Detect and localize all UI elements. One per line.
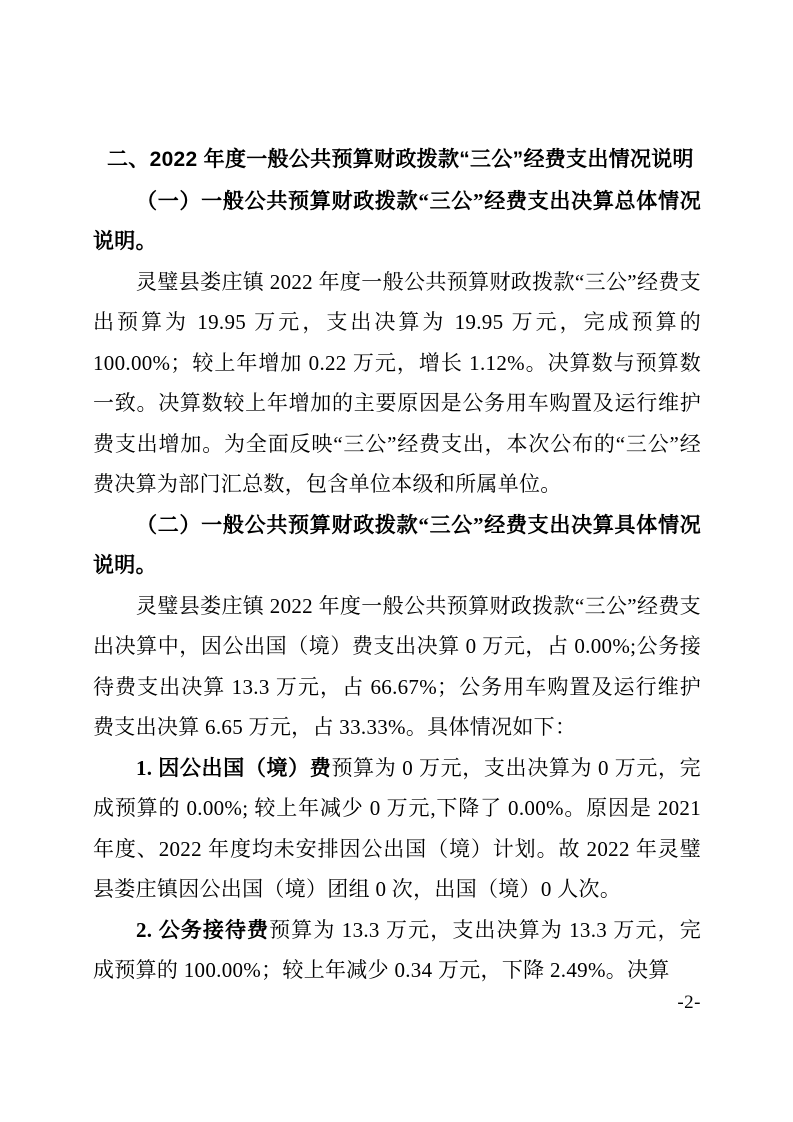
bold-text-run: 1. 因公出国（境）费 — [136, 755, 332, 780]
bold-text-run: 2. 公务接待费 — [136, 917, 270, 942]
text-run: 灵璧县娄庄镇 2022 年度一般公共预算财政拨款“三公”经费支出预算为 19.95 万元，支出决算为 19.95 万元，完成预算的 100.00%；较上年增加 0.22 万元，增长 1.12%。决算数与预算数一致。决算数较上年增加的主要原因是公务用车购置及运行维护费支出增加。为全面反映“三公”经费支出，本次公布的“三公”经费决算为部门汇总数，包含单位本级和所属单位。 — [93, 269, 701, 496]
subsection-heading-overall — [93, 181, 701, 262]
bold-text-run: （一）一般公共预算财政拨款“三公”经费支出决算总体情况说明。 — [93, 188, 701, 253]
document-body — [93, 140, 701, 991]
bold-text-run: 二、2022 年度一般公共预算财政拨款“三公”经费支出情况说明 — [107, 148, 694, 171]
text-run: 灵璧县娄庄镇 2022 年度一般公共预算财政拨款“三公”经费支出决算中，因公出国（境）费支出决算 0 万元，占 0.00%;公务接待费支出决算 13.3 万元，占 66.67%；公务用车购置及运行维护费支出决算 6.65 万元，占 33.33%。具体情况如下： — [93, 593, 701, 739]
overall-situation-paragraph — [93, 262, 701, 505]
detail-summary-paragraph — [93, 586, 701, 748]
bold-text-run: （二）一般公共预算财政拨款“三公”经费支出决算具体情况说明。 — [93, 512, 701, 577]
subsection-heading-detail — [93, 505, 701, 586]
page-number: -2- — [677, 992, 701, 1013]
text-run: 预算为 0 万元，支出决算为 0 万元，完成预算的 0.00%; 较上年减少 0 万元,下降了 0.00%。原因是 2021 年度、2022 年度均未安排因公出国（境）计划。故 2022 年灵璧县娄庄镇因公出国（境）团组 0 次，出国（境）0 人次。 — [93, 755, 701, 901]
text-run: 预算为 13.3 万元，支出决算为 13.3 万元，完成预算的 100.00%；较上年减少 0.34 万元，下降 2.49%。决算 — [93, 917, 701, 982]
item-2-reception-expense-paragraph — [93, 910, 701, 991]
section-heading — [93, 140, 701, 181]
item-1-abroad-expense-paragraph — [93, 748, 701, 910]
